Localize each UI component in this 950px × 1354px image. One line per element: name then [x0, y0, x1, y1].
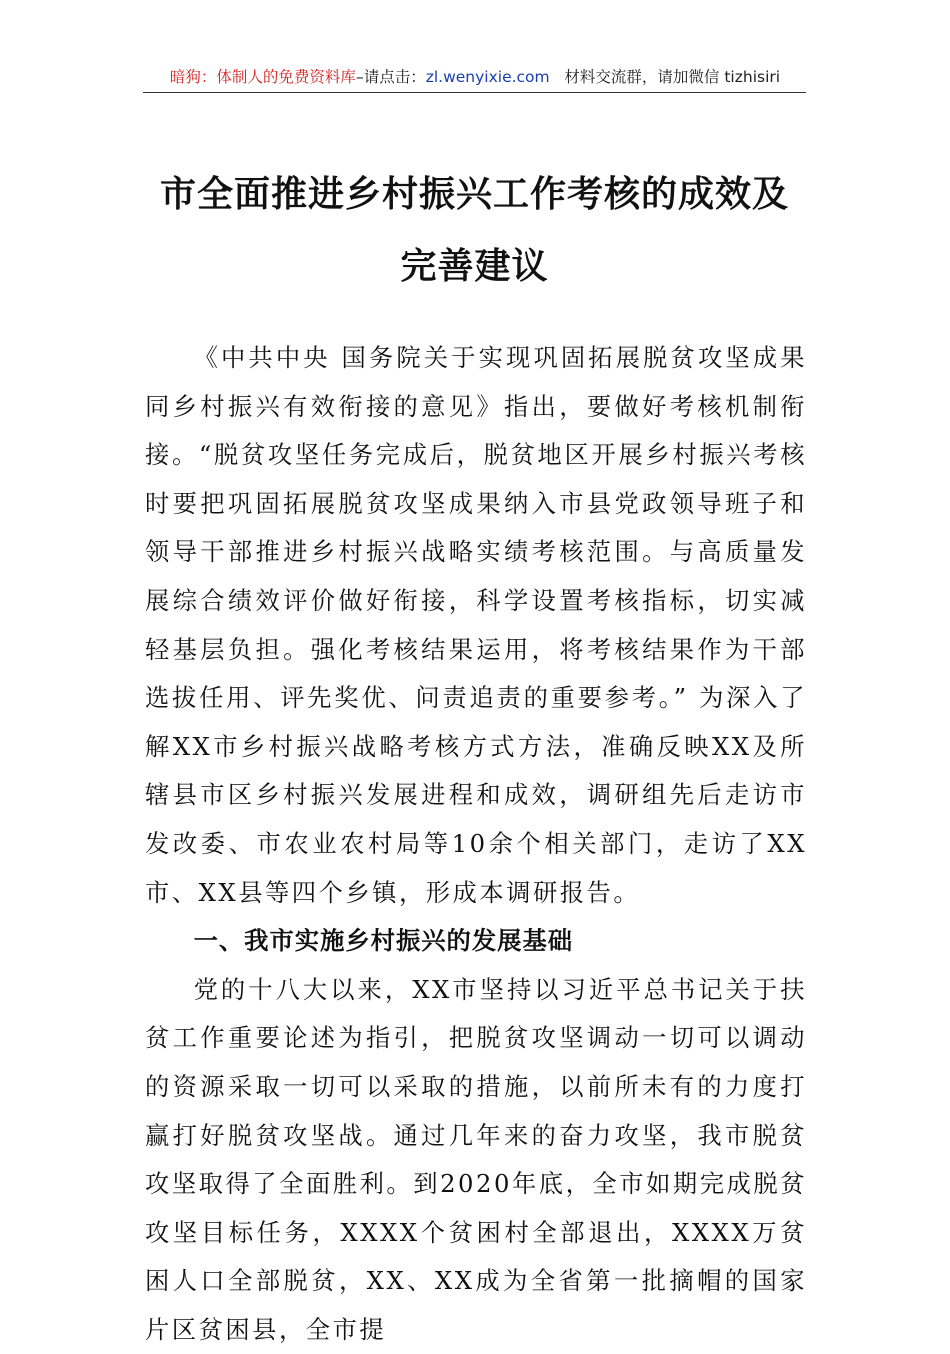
- document-title: 市全面推进乡村振兴工作考核的成效及完善建议: [159, 173, 789, 287]
- paragraph: 党的十八大以来，XX市坚持以习近平总书记关于扶贫工作重要论述为指引，把脱贫攻坚调动一切可以调动的资源采取一切可以采取的措施，以前所未有的力度打赢打好脱贫攻坚战。通过几年来的奋力攻坚，我市脱贫攻坚取得了全面胜利。到2020年底，全市如期完成脱贫攻坚目标任务，XXXX个贫困村全部退出，XXXX万贫困人口全部脱贫，XX、XX成为全省第一批摘帽的国家片区贫困县，全市提: [145, 974, 807, 1344]
- header-brand: 暗狗：体制人的免费资料库: [169, 68, 356, 86]
- section-heading: 一、我市实施乡村振兴的发展基础: [193, 926, 574, 956]
- header-contact: 材料交流群，请加微信 tizhisiri: [564, 68, 781, 86]
- header-divider: [143, 92, 806, 93]
- document-body: [145, 334, 807, 1354]
- paragraph: 《中共中央 国务院关于实现巩固拓展脱贫攻坚成果同乡村振兴有效衔接的意见》指出，要做好考核机制衔接。“脱贫攻坚任务完成后，脱贫地区开展乡村振兴考核时要把巩固拓展脱贫攻坚成果纳入市县党政领导班子和领导干部推进乡村振兴战略实绩考核范围。与高质量发展综合绩效评价做好衔接，科学设置考核指标，切实减轻基层负担。强化考核结果运用，将考核结果作为干部选拔任用、评先奖优、问责追责的重要参考。” 为深入了解XX市乡村振兴战略考核方式方法，准确反映XX及所辖县市区乡村振兴发展进程和成效，调研组先后走访市发改委、市农业农村局等10余个相关部门，走访了XX市、XX县等四个乡镇，形成本调研报告。: [145, 343, 807, 907]
- page-header: [0, 66, 950, 88]
- header-prompt: –请点击：: [355, 68, 426, 86]
- header-link[interactable]: zl.wenyixie.com: [425, 68, 550, 86]
